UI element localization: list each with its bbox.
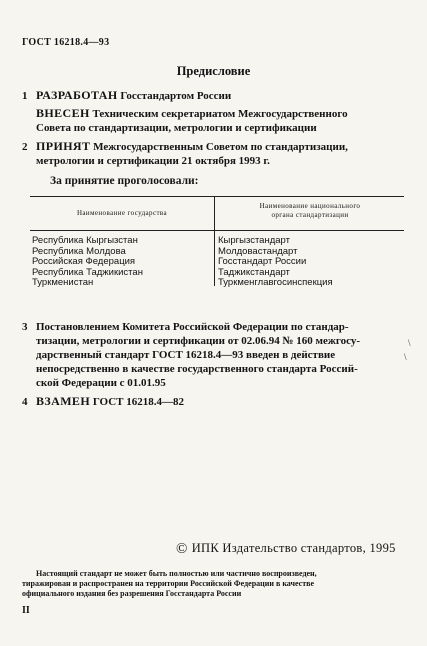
table-body: [30, 236, 404, 289]
table-top-rule: [30, 196, 404, 197]
item-text: ской Федерации с 01.01.95: [36, 377, 166, 389]
item-text: метрологии и сертификации 21 октября 1993 г.: [36, 155, 270, 167]
item-introduced: [22, 106, 407, 135]
notice-line: официального издания без разрешения Госстандарта России: [22, 589, 242, 598]
item-lead: ПРИНЯТ: [36, 139, 91, 153]
item-text: тизации, метрологии и сертификации от 02.06.94 № 160 межгосу-: [36, 335, 361, 347]
table-header-rule: [30, 230, 404, 231]
item-lead: ВЗАМЕН: [36, 394, 91, 408]
reproduction-notice: [22, 569, 407, 599]
item-lead: РАЗРАБОТАН: [36, 88, 118, 102]
table-header-body-line: органа стандартизации: [271, 211, 349, 219]
table-cell-body: Туркменглавгосинспекция: [218, 277, 333, 288]
item-replaces: [22, 394, 407, 409]
table-cell-state: Туркменистан: [32, 277, 94, 288]
notice-line: Настоящий стандарт не может быть полностью или частично воспроизведен,: [36, 569, 317, 578]
table-cell-body: Госстандарт России: [218, 256, 307, 267]
item-text: Совета по стандартизации, метрологии и сертификации: [36, 122, 317, 134]
item-number: 3: [22, 321, 28, 333]
table-cell-body: Кыргызстандарт: [218, 235, 290, 246]
table-header-state: Наименование государства: [76, 209, 168, 217]
item-text: Госстандартом России: [117, 90, 232, 102]
voting-heading: За принятие проголосовали:: [50, 175, 199, 187]
document-code: ГОСТ 16218.4—93: [22, 37, 110, 48]
copyright-text: ИПК Издательство стандартов, 1995: [191, 541, 396, 555]
page-number: II: [22, 605, 30, 616]
item-number: 2: [22, 141, 28, 153]
item-number: 4: [22, 396, 28, 408]
table-cell-state: Российская Федерация: [32, 256, 136, 267]
table-row: [30, 257, 404, 268]
table-cell-body: Молдовастандарт: [218, 245, 298, 257]
table-row: [30, 278, 404, 289]
item-text: Постановлением Комитета Российской Федерации по стандар-: [36, 321, 349, 333]
table-cell-state: Республика Таджикистан: [32, 266, 143, 278]
scan-margin-mark: \: [404, 352, 407, 362]
item-resolution: [22, 320, 407, 390]
item-text: Техническим секретариатом Межгосударственного: [89, 108, 348, 120]
item-developed: [22, 88, 407, 103]
table-header-body: [216, 202, 404, 220]
item-adopted: [22, 139, 407, 168]
item-text: непосредственно в качестве государственного стандарта Россий-: [36, 363, 358, 375]
table-cell-state: Республика Кыргызстан: [32, 235, 138, 246]
table-header-body-line: Наименование национального: [259, 202, 361, 210]
copyright-symbol: ©: [176, 541, 188, 557]
preface-title: Предисловие: [176, 64, 251, 78]
table-row: [30, 236, 404, 247]
item-lead: ВНЕСЕН: [36, 106, 90, 120]
table-cell-body: Таджикстандарт: [218, 266, 290, 278]
notice-line: тиражирован и распространен на территории Российской Федерации в качестве: [22, 579, 314, 588]
copyright: [176, 541, 396, 558]
item-number: 1: [22, 90, 28, 102]
item-text: дарственный стандарт ГОСТ 16218.4—93 введен в действие: [36, 349, 336, 361]
item-text: ГОСТ 16218.4—82: [90, 396, 185, 408]
scan-margin-mark: \: [408, 338, 411, 348]
table-cell-state: Республика Молдова: [32, 245, 126, 257]
item-text: Межгосударственным Советом по стандартизации,: [90, 141, 348, 153]
